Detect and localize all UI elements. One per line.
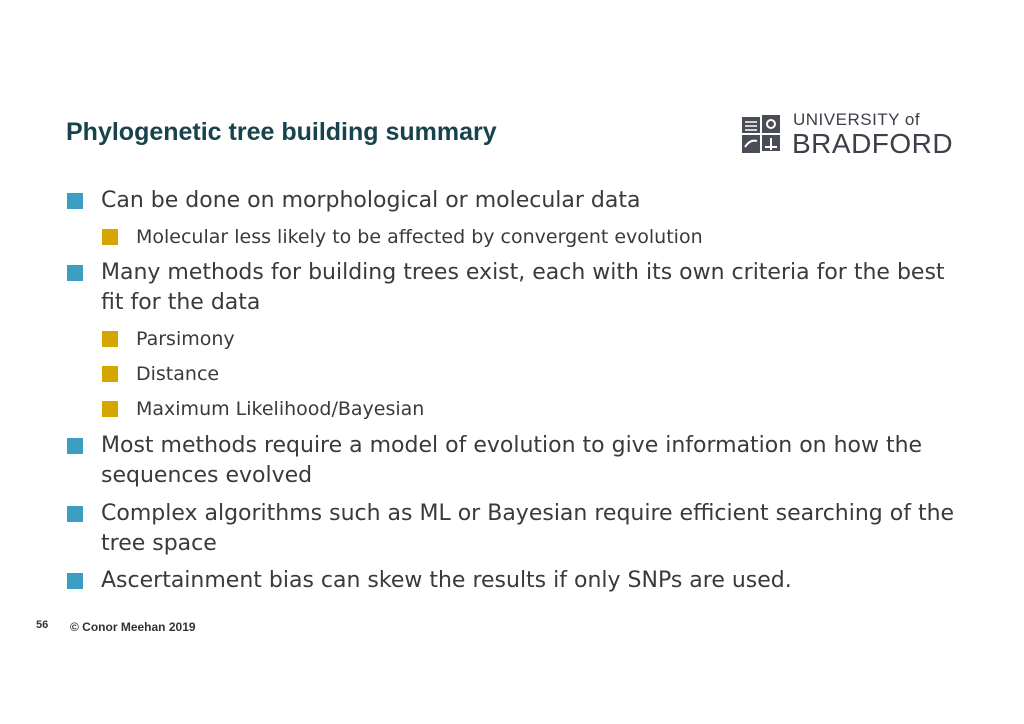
bullet-text: Complex algorithms such as ML or Bayesian require efficient searching of the <box>101 501 955 526</box>
logo-line-university: UNIVERSITY of <box>793 110 921 129</box>
bullet-text: Ascertainment bias can skew the results if only SNPs are used. <box>101 568 792 593</box>
university-logo <box>740 110 960 160</box>
bullet-text: Can be done on morphological or molecular data <box>101 188 641 213</box>
copyright-notice: © Conor Meehan 2019 <box>70 620 196 634</box>
list-item <box>136 361 219 387</box>
logo-line-bradford: BRADFORD <box>792 128 954 159</box>
list-item <box>101 566 792 596</box>
list-item <box>136 396 424 422</box>
bullet-text: Molecular less likely to be affected by convergent evolution <box>136 226 703 248</box>
university-crest-icon <box>740 113 782 155</box>
list-item <box>101 499 954 559</box>
bullet-text-continued: sequences evolved <box>101 463 313 488</box>
slide-title: Phylogenetic tree building summary <box>66 118 497 146</box>
bullet-square-icon <box>67 506 83 522</box>
list-item <box>101 186 640 216</box>
bullet-text: Distance <box>136 363 220 385</box>
list-item <box>101 258 945 318</box>
bullet-text: Maximum Likelihood/Bayesian <box>136 398 425 420</box>
sub-bullet-square-icon <box>102 401 118 417</box>
bullet-text: Many methods for building trees exist, each with its own criteria for the best <box>101 260 945 285</box>
bullet-square-icon <box>67 573 83 589</box>
bullet-text-continued: fit for the data <box>101 290 261 315</box>
bullet-text-continued: tree space <box>101 531 217 556</box>
sub-bullet-square-icon <box>102 331 118 347</box>
sub-bullet-square-icon <box>102 366 118 382</box>
list-item <box>136 326 235 352</box>
sub-bullet-square-icon <box>102 229 118 245</box>
list-item <box>136 224 703 250</box>
page-number: 56 <box>36 619 49 631</box>
bullet-square-icon <box>67 265 83 281</box>
list-item <box>101 431 922 491</box>
bullet-square-icon <box>67 193 83 209</box>
bullet-square-icon <box>67 438 83 454</box>
bullet-text: Parsimony <box>136 328 235 350</box>
bullet-text: Most methods require a model of evolution to give information on how the <box>101 433 923 458</box>
